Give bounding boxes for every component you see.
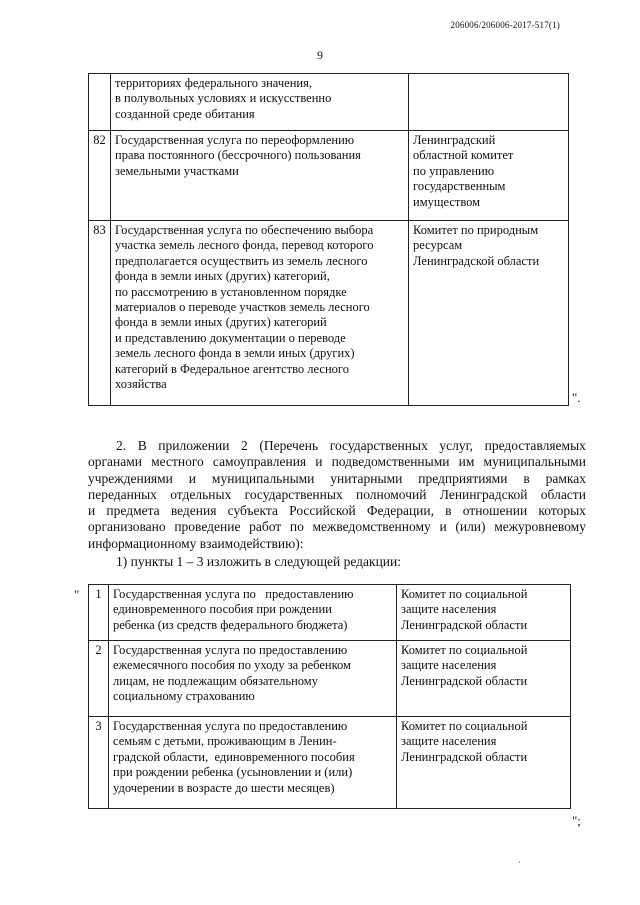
authority-text: защите населения <box>401 734 497 749</box>
authority-text: Комитет по социальной <box>401 587 528 601</box>
opening-quote-2: " <box>74 587 80 602</box>
word: работ <box>249 519 282 535</box>
service-cell <box>109 641 397 717</box>
authority-text: областной комитет <box>413 148 514 163</box>
service-text: в полувольных условиях и искусственно <box>115 91 332 106</box>
service-text: участка земель лесного фонда, перевод которого <box>115 238 374 253</box>
authority-text: Комитет по социальной <box>401 643 528 657</box>
word: отдельных <box>170 486 232 502</box>
word: предприятиями <box>418 470 508 486</box>
word: области <box>540 486 586 502</box>
service-text: материалов о переводе участков земель лесного <box>115 300 370 315</box>
services-table-2 <box>88 584 571 809</box>
word: ведения <box>170 503 217 519</box>
authority-text: государственным <box>413 179 506 194</box>
authority-text: Ленинградской области <box>413 253 540 268</box>
service-text: Государственная услуга по предоставлению <box>113 643 348 657</box>
service-text: права постоянного (бессрочного) пользования <box>115 148 361 163</box>
service-cell <box>109 585 397 641</box>
row-number: 1 <box>89 585 109 641</box>
word: и <box>88 503 96 519</box>
word: субъекта <box>227 503 278 519</box>
paragraph-line <box>88 438 586 454</box>
service-text: Государственная услуга по предоставлению <box>113 587 354 601</box>
word: межведомственному <box>312 519 431 535</box>
authority-text: ресурсам <box>413 238 463 253</box>
word: которых <box>538 503 586 519</box>
row-number: 83 <box>89 221 111 406</box>
word: Ленинградской <box>439 486 528 502</box>
authority-text: Ленинградской области <box>401 749 528 764</box>
table-row <box>89 585 571 641</box>
word: органами <box>88 454 143 470</box>
word: унитарными <box>330 470 403 486</box>
service-text: по рассмотрению в установленном порядке <box>115 284 347 299</box>
page-number: 9 <box>317 48 323 62</box>
service-text: лицам, не подлежащим обязательному <box>113 673 318 688</box>
service-text: Государственная услуга по предоставлению <box>113 719 348 733</box>
word: и <box>439 519 447 535</box>
service-cell <box>111 221 409 406</box>
service-text: фонда в земли иных (других) категорий, <box>115 269 330 284</box>
word: Федерации, <box>366 503 434 519</box>
authority-text: Комитет по природным <box>413 223 539 237</box>
word: учреждениями <box>88 470 173 486</box>
subitem-instruction: 1) пункты 1 – 3 изложить в следующей редакции: <box>116 554 402 569</box>
authority-text: имуществом <box>413 194 481 209</box>
authority-cell <box>397 641 571 717</box>
service-text: семьям с детьми, проживающим в Ленин- <box>113 734 337 749</box>
word: в <box>523 470 530 486</box>
word: им <box>458 454 475 470</box>
paragraph-line <box>88 487 586 503</box>
authority-text: Ленинградской области <box>401 617 528 632</box>
table-row <box>89 717 571 809</box>
word: переданных <box>88 486 157 502</box>
service-text: земельными участками <box>115 163 239 178</box>
service-cell <box>111 74 409 131</box>
word: информационному взаимодействию): <box>88 535 304 551</box>
service-text: и представлению документации о переводе <box>115 330 346 345</box>
word: отношении <box>462 503 528 519</box>
table-row <box>89 131 569 221</box>
paragraph-line <box>88 471 586 487</box>
authority-text: Ленинградский <box>413 133 496 147</box>
word: (Перечень <box>259 438 319 453</box>
service-cell <box>109 717 397 809</box>
word: услуг, <box>439 438 474 453</box>
service-cell <box>111 131 409 221</box>
row-number: 2 <box>89 641 109 717</box>
table-row <box>89 74 569 131</box>
service-text: Государственная услуга по обеспечению выбора <box>115 223 374 237</box>
paragraph-line <box>88 503 586 519</box>
service-text: категорий в Федеральное агентство лесного <box>115 361 349 376</box>
authority-text: Ленинградской области <box>401 673 528 688</box>
word: муниципальными <box>211 470 315 486</box>
document-id: 206006/206006-2017-517(1) <box>450 20 560 30</box>
service-text: социальному страхованию <box>113 689 255 704</box>
service-text: созданной среде обитания <box>115 106 255 121</box>
authority-cell <box>409 221 569 406</box>
row-number: 3 <box>89 717 109 809</box>
authority-text: по управлению <box>413 163 495 178</box>
services-table-1 <box>88 73 569 406</box>
row-number <box>89 74 111 131</box>
paragraph-line <box>88 536 586 552</box>
service-text: градской области, единовременного пособия <box>113 749 355 764</box>
service-text: ребенка (из средств федерального бюджета) <box>113 617 348 632</box>
table-row <box>89 221 569 406</box>
word: рамках <box>545 470 586 486</box>
word: государственных <box>329 438 428 453</box>
word: по <box>289 519 304 535</box>
service-text: земель лесного фонда в земли иных (других) <box>115 346 355 361</box>
service-text: предполагается осуществить из земель лесного <box>115 253 368 268</box>
word: и <box>188 470 197 486</box>
word: Российской <box>289 503 356 519</box>
authority-cell <box>409 74 569 131</box>
service-text: удочерении в возрасте до шести месяцев) <box>113 780 335 795</box>
service-text: при рождении ребенка (усыновлении и (или) <box>113 765 353 780</box>
word: предоставляемых <box>484 438 586 453</box>
service-text: территориях федерального значения, <box>115 76 312 90</box>
word: в <box>445 503 452 519</box>
paragraph-line <box>88 519 586 535</box>
service-text: ежемесячного пособия по уходу за ребенком <box>113 658 351 673</box>
service-text: фонда в земли иных (других) категорий <box>115 315 327 330</box>
word: приложении <box>158 438 230 453</box>
word: местного <box>151 454 204 470</box>
service-text: хозяйства <box>115 377 167 392</box>
row-number: 82 <box>89 131 111 221</box>
amendment-paragraph <box>88 438 586 552</box>
authority-text: Комитет по социальной <box>401 719 528 733</box>
word: 2 <box>241 438 248 453</box>
word: проведение <box>174 519 241 535</box>
word: самоуправления <box>212 454 307 470</box>
word: (или) <box>455 519 486 535</box>
word: подведомственными <box>331 454 450 470</box>
authority-text: защите населения <box>401 602 497 617</box>
authority-text: защите населения <box>401 658 497 673</box>
word: государственных <box>244 486 343 502</box>
word: предмета <box>106 503 160 519</box>
closing-quote-1: ". <box>572 390 581 405</box>
word: полномочий <box>356 486 427 502</box>
service-text: Государственная услуга по переоформлению <box>115 133 355 147</box>
closing-quote-2: "; <box>572 813 581 828</box>
authority-cell <box>409 131 569 221</box>
word: межуровневому <box>494 519 586 535</box>
scan-mark: ` <box>518 860 521 870</box>
paragraph-line <box>88 454 586 470</box>
word: организовано <box>88 519 166 535</box>
word: 2. <box>116 438 127 453</box>
word: и <box>315 454 323 470</box>
service-text: единовременного пособия при рождении <box>113 602 332 617</box>
authority-cell <box>397 717 571 809</box>
authority-cell <box>397 585 571 641</box>
word: В <box>137 438 147 453</box>
table-row <box>89 641 571 717</box>
word: муниципальными <box>483 454 586 470</box>
